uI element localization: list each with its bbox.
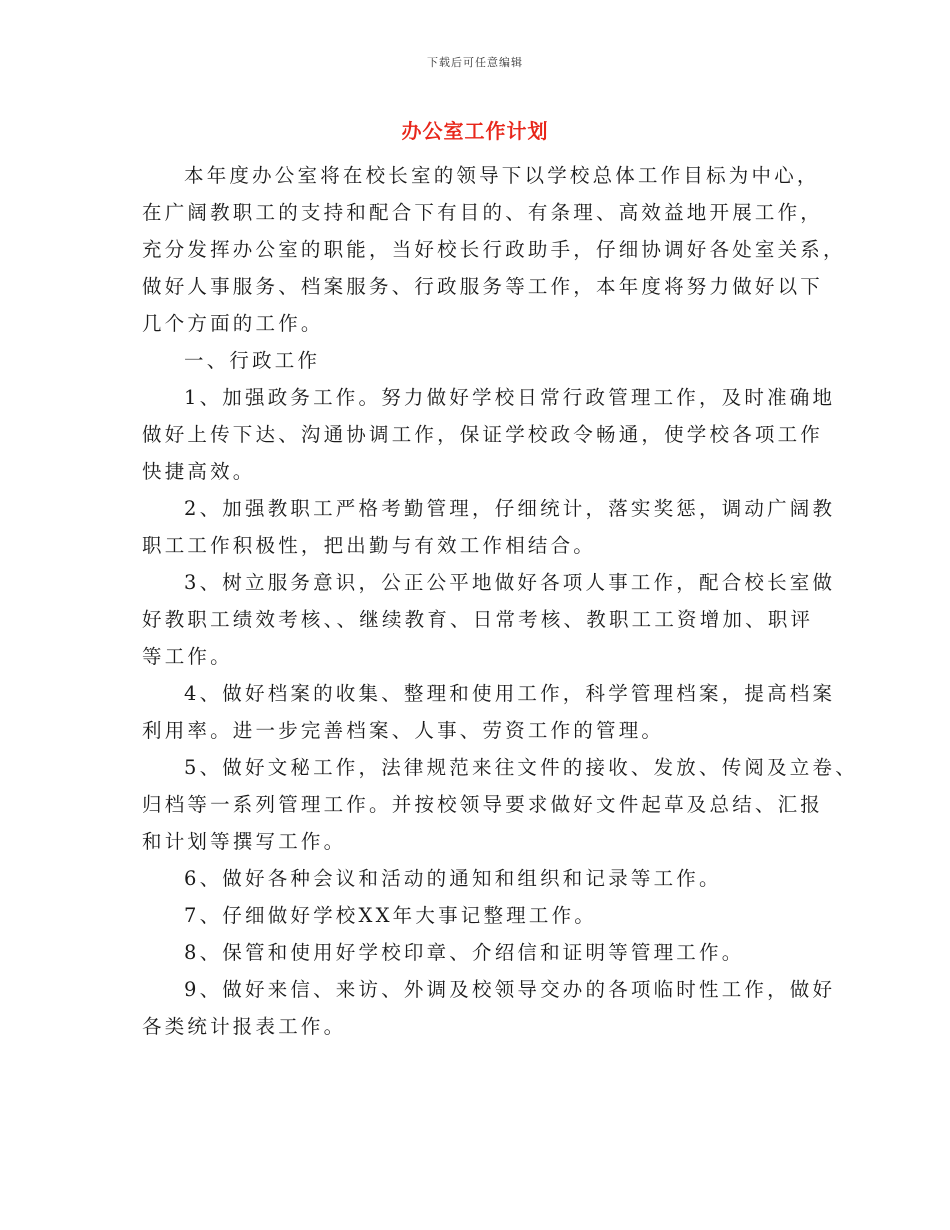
paragraph-line: 9、做好来信、来访、外调及校领导交办的各项临时性工作，做好: [184, 978, 836, 1001]
paragraph-item-9: [142, 971, 836, 1045]
paragraph-item-6: [142, 860, 832, 897]
paragraph-line: 快捷高效。: [142, 460, 256, 483]
paragraph-line: 在广阔教职工的支持和配合下有目的、有条理、高效益地开展工作，: [142, 201, 824, 224]
paragraph-line: 做好上传下达、沟通协调工作，保证学校政令畅通，使学校各项工作: [142, 423, 824, 446]
paragraph-section-1: [142, 342, 832, 379]
paragraph-item-8: [142, 934, 832, 971]
paragraph-line: 和计划等撰写工作。: [142, 830, 347, 853]
paragraph-intro: [142, 157, 846, 342]
paragraph-item-4: [142, 675, 836, 749]
paragraph-line: 职工工作积极性，把出勤与有效工作相结合。: [142, 534, 597, 557]
paragraph-line: 1、加强政务工作。努力做好学校日常行政管理工作，及时准确地: [184, 386, 836, 409]
paragraph-item-2: [142, 490, 836, 564]
paragraph-line: 做好人事服务、档案服务、行政服务等工作，本年度将努力做好以下: [142, 275, 824, 298]
paragraph-line: 本年度办公室将在校长室的领导下以学校总体工作目标为中心，: [184, 164, 820, 187]
paragraph-item-7: [142, 897, 832, 934]
paragraph-line: 好教职工绩效考核、、继续教育、日常考核、教职工工资增加、职评: [142, 608, 814, 631]
paragraph-line: 4、做好档案的收集、整理和使用工作，科学管理档案，提高档案: [184, 682, 836, 705]
document-body: [142, 157, 858, 1045]
paragraph-line: 充分发挥办公室的职能，当好校长行政助手，仔细协调好各处室关系，: [142, 238, 846, 261]
paragraph-line: 5、做好文秘工作，法律规范来往文件的接收、发放、传阅及立卷、: [184, 756, 858, 779]
header-note: 下载后可任意编辑: [427, 56, 523, 69]
paragraph-item-1: [142, 379, 836, 490]
paragraph-line: 几个方面的工作。: [142, 312, 324, 335]
paragraph-line: 6、做好各种会议和活动的通知和组织和记录等工作。: [184, 867, 722, 890]
paragraph-line: 2、加强教职工严格考勤管理，仔细统计，落实奖惩，调动广阔教: [184, 497, 836, 520]
paragraph-line: 3、树立服务意识，公正公平地做好各项人事工作，配合校长室做: [184, 571, 836, 594]
paragraph-line: 各类统计报表工作。: [142, 1015, 347, 1038]
paragraph-line: 7、仔细做好学校XX年大事记整理工作。: [184, 904, 597, 927]
paragraph-line: 一、行政工作: [184, 349, 321, 372]
paragraph-line: 归档等一系列管理工作。并按校领导要求做好文件起草及总结、汇报: [142, 793, 824, 816]
paragraph-item-3: [142, 564, 836, 675]
paragraph-item-5: [142, 749, 858, 860]
paragraph-line: 利用率。进一步完善档案、人事、劳资工作的管理。: [142, 719, 665, 742]
paragraph-line: 8、保管和使用好学校印章、介绍信和证明等管理工作。: [184, 941, 745, 964]
document-title: 办公室工作计划: [401, 119, 549, 143]
paragraph-line: 等工作。: [142, 645, 233, 668]
